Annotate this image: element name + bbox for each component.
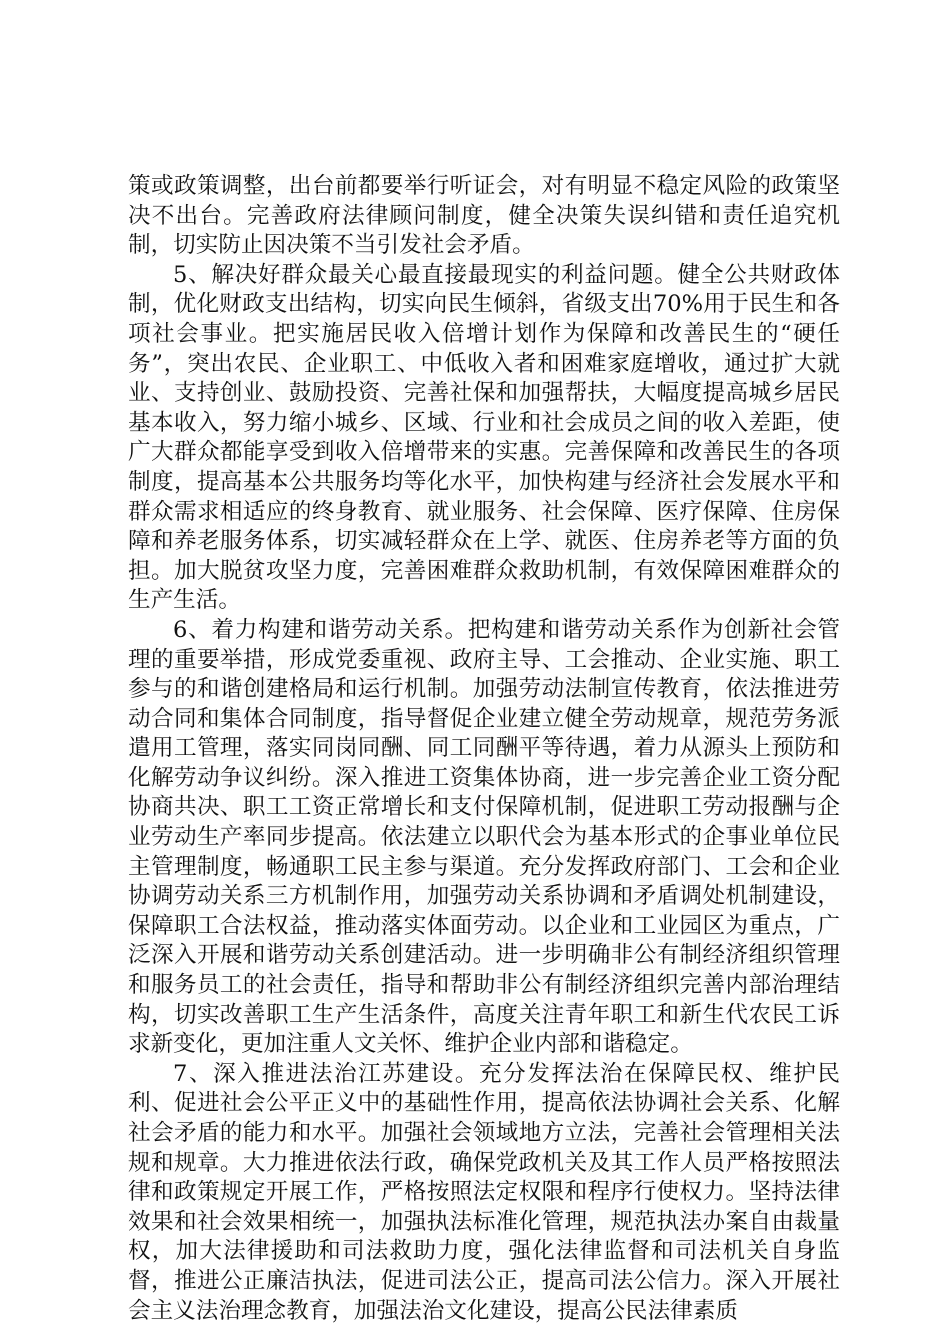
- document-body: [128, 172, 840, 1326]
- paragraph-item-6-labor-relations: 6、着力构建和谐劳动关系。把构建和谐劳动关系作为创新社会管理的重要举措，形成党委重视、政府主导、工会推动、企业实施、职工参与的和谐创建格局和运行机制。加强劳动法制宣传教育，依法推进劳动合同和集体合同制度，指导督促企业建立健全劳动规章，规范劳务派遣用工管理，落实同岗同酬、同工同酬平等待遇，着力从源头上预防和化解劳动争议纠纷。深入推进工资集体协商，进一步完善企业工资分配协商共决、职工工资正常增长和支付保障机制，促进职工劳动报酬与企业劳动生产率同步提高。依法建立以职代会为基本形式的企事业单位民主管理制度，畅通职工民主参与渠道。充分发挥政府部门、工会和企业协调劳动关系三方机制作用，加强劳动关系协调和矛盾调处机制建设，保障职工合法权益，推动落实体面劳动。以企业和工业园区为重点，广泛深入开展和谐劳动关系创建活动。进一步明确非公有制经济组织管理和服务员工的社会责任，指导和帮助非公有制经济组织完善内部治理结构，切实改善职工生产生活条件，高度关注青年职工和新生代农民工诉求新变化，更加注重人文关怀、维护企业内部和谐稳定。: [128, 616, 840, 1058]
- paragraph-decision-policy: 策或政策调整，出台前都要举行听证会，对有明显不稳定风险的政策坚决不出台。完善政府法律顾问制度，健全决策失误纠错和责任追究机制，切实防止因决策不当引发社会矛盾。: [128, 173, 840, 259]
- paragraph-item-7-rule-of-law: 7、深入推进法治江苏建设。充分发挥法治在保障民权、维护民利、促进社会公平正义中的基础性作用，提高依法协调社会关系、化解社会矛盾的能力和水平。加强社会领域地方立法，完善社会管理相关法规和规章。大力推进依法行政，确保党政机关及其工作人员严格按照法律和政策规定开展工作，严格按照法定权限和程序行使权力。坚持法律效果和社会效果相统一，加强执法标准化管理，规范执法办案自由裁量权，加大法律援助和司法救助力度，强化法律监督和司法机关自身监督，推进公正廉洁执法，促进司法公正，提高司法公信力。深入开展社会主义法治理念教育，加强法治文化建设，提高公民法律素质: [128, 1060, 840, 1324]
- paragraph-item-5-livelihood: 5、解决好群众最关心最直接最现实的利益问题。健全公共财政体制，优化财政支出结构，切实向民生倾斜，省级支出70%用于民生和各项社会事业。把实施居民收入倍增计划作为保障和改善民生的“硬任务”，突出农民、企业职工、中低收入者和困难家庭增收，通过扩大就业、支持创业、鼓励投资、完善社保和加强帮扶，大幅度提高城乡居民基本收入，努力缩小城乡、区域、行业和社会成员之间的收入差距，使广大群众都能享受到收入倍增带来的实惠。完善保障和改善民生的各项制度，提高基本公共服务均等化水平，加快构建与经济社会发展水平和群众需求相适应的终身教育、就业服务、社会保障、医疗保障、住房保障和养老服务体系，切实减轻群众在上学、就医、住房养老等方面的负担。加大脱贫攻坚力度，完善困难群众救助机制，有效保障困难群众的生产生活。: [128, 261, 840, 614]
